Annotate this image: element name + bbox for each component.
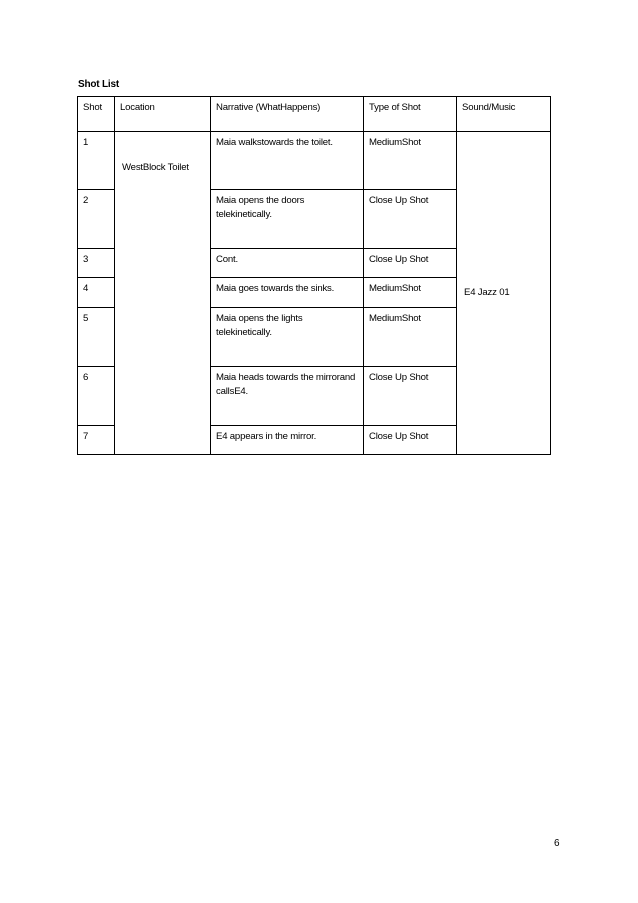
- cell-shot: 1: [78, 132, 115, 190]
- cell-narrative: E4 appears in the mirror.: [211, 426, 364, 455]
- header-type-of-shot: Type of Shot: [364, 97, 457, 132]
- sound-music-text: E4 Jazz 01: [464, 287, 510, 298]
- cell-narrative: Maia walkstowards the toilet.: [211, 132, 364, 190]
- shot-list-table: [77, 96, 551, 455]
- cell-shot: 2: [78, 190, 115, 249]
- cell-shot: 5: [78, 308, 115, 367]
- cell-narrative: Maia goes towards the sinks.: [211, 278, 364, 308]
- cell-type-of-shot: Close Up Shot: [364, 426, 457, 455]
- header-narrative: Narrative (WhatHappens): [211, 97, 364, 132]
- cell-shot: 7: [78, 426, 115, 455]
- header-location: Location: [115, 97, 211, 132]
- cell-type-of-shot: Close Up Shot: [364, 367, 457, 426]
- cell-narrative: Maia heads towards the mirrorand callsE4.: [211, 367, 364, 426]
- location-text: WestBlock Toilet: [122, 162, 189, 173]
- table-header-row: [78, 97, 551, 132]
- cell-type-of-shot: MediumShot: [364, 308, 457, 367]
- cell-narrative: Maia opens the doors telekinetically.: [211, 190, 364, 249]
- page-title: Shot List: [78, 79, 119, 90]
- cell-type-of-shot: MediumShot: [364, 278, 457, 308]
- header-shot: Shot: [78, 97, 115, 132]
- cell-type-of-shot: MediumShot: [364, 132, 457, 190]
- cell-type-of-shot: Close Up Shot: [364, 249, 457, 278]
- table-row: [78, 132, 551, 190]
- cell-shot: 6: [78, 367, 115, 426]
- cell-type-of-shot: Close Up Shot: [364, 190, 457, 249]
- cell-location: [115, 132, 211, 455]
- page-number: 6: [554, 838, 560, 849]
- header-sound-music: Sound/Music: [457, 97, 551, 132]
- cell-narrative: Cont.: [211, 249, 364, 278]
- cell-shot: 3: [78, 249, 115, 278]
- cell-sound-music: [457, 132, 551, 455]
- cell-narrative: Maia opens the lights telekinetically.: [211, 308, 364, 367]
- cell-shot: 4: [78, 278, 115, 308]
